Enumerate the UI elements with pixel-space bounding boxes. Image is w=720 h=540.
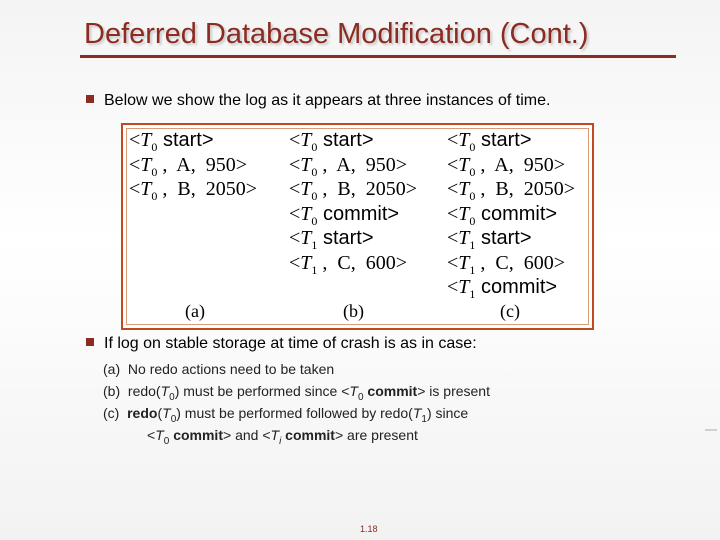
case-label: (b) xyxy=(103,383,121,399)
case-text: > and < xyxy=(223,427,271,443)
square-bullet-icon xyxy=(86,338,94,346)
log-record xyxy=(289,226,417,251)
title-underline xyxy=(80,55,676,58)
log-record-open: < xyxy=(129,129,141,151)
log-record-open: < xyxy=(289,178,301,200)
case-text: ) since xyxy=(426,405,469,421)
case-text: > are present xyxy=(334,427,418,443)
txn-sub: 0 xyxy=(357,391,364,403)
txn-var: T xyxy=(140,129,152,151)
log-record-open: < xyxy=(447,227,459,249)
case-text: ( xyxy=(157,405,163,421)
case-a xyxy=(103,358,490,380)
log-record xyxy=(447,153,575,178)
txn-sub: 1 xyxy=(311,262,318,277)
log-record-open: < xyxy=(289,153,301,176)
log-record xyxy=(289,128,417,153)
bullet-item-log-instances xyxy=(86,92,550,110)
case-bold: commit xyxy=(169,427,223,443)
txn-var: T xyxy=(300,227,312,249)
log-record-rest: , A, 950> xyxy=(475,153,566,176)
txn-sub: 1 xyxy=(469,287,476,301)
log-record-open: < xyxy=(447,178,459,200)
case-bold: commit xyxy=(281,427,335,443)
case-list xyxy=(103,358,490,446)
txn-var: T xyxy=(458,227,470,249)
log-record-rest: start> xyxy=(475,129,532,151)
log-record xyxy=(447,275,575,300)
txn-sub: 0 xyxy=(163,435,170,447)
log-record-open: < xyxy=(289,129,301,151)
square-bullet-icon xyxy=(86,95,94,103)
log-record-open: < xyxy=(447,202,459,225)
txn-var: T xyxy=(140,153,152,176)
txn-sub: 0 xyxy=(151,189,158,203)
log-record-rest: , B, 2050> xyxy=(317,178,418,200)
txn-sub: 0 xyxy=(311,189,318,203)
case-bold: commit xyxy=(363,383,418,399)
log-record-open: < xyxy=(289,202,301,225)
txn-var: T xyxy=(458,202,470,225)
log-record xyxy=(289,202,417,227)
txn-sub: 0 xyxy=(469,189,476,203)
log-record-open: < xyxy=(289,227,301,249)
txn-var: T xyxy=(300,202,312,225)
log-record-rest: , C, 600> xyxy=(475,251,566,274)
txn-var: T xyxy=(412,405,422,421)
log-record-rest: commit> xyxy=(475,276,558,298)
txn-var: T xyxy=(300,251,312,274)
txn-sub: 0 xyxy=(170,413,177,425)
log-record xyxy=(447,177,575,202)
txn-var: T xyxy=(349,383,358,399)
log-record-rest: commit> xyxy=(317,202,400,225)
bullet-text: Below we show the log as it appears at three instances of time. xyxy=(104,92,551,109)
log-record-open: < xyxy=(447,276,459,298)
log-record-rest: , A, 950> xyxy=(157,153,248,176)
case-text: redo( xyxy=(127,383,161,399)
log-record-open: < xyxy=(129,178,141,200)
log-record-open: < xyxy=(129,153,141,176)
case-text: ) must be performed followed by redo( xyxy=(176,405,413,421)
log-record xyxy=(447,202,575,227)
txn-sub: 1 xyxy=(311,238,318,252)
log-record-rest: commit> xyxy=(475,202,558,225)
txn-var: T xyxy=(458,129,470,151)
log-record-open: < xyxy=(289,251,301,274)
case-text: > is present xyxy=(417,383,490,399)
txn-sub: 0 xyxy=(311,164,318,179)
txn-var: T xyxy=(300,178,312,200)
log-record-rest: , A, 950> xyxy=(317,153,408,176)
txn-var: T xyxy=(300,129,312,151)
log-column-caption: (a) xyxy=(185,301,205,321)
txn-var: T xyxy=(155,427,164,443)
log-record xyxy=(447,226,575,251)
case-bold: redo xyxy=(127,405,158,421)
txn-sub: 0 xyxy=(151,140,158,154)
log-record xyxy=(289,177,417,202)
txn-var: T xyxy=(162,405,171,421)
edge-mark xyxy=(705,429,717,431)
txn-var: T xyxy=(140,178,152,200)
case-c xyxy=(103,402,490,424)
log-column-3 xyxy=(447,128,575,300)
log-column-caption: (b) xyxy=(343,301,364,321)
log-record-rest: , C, 600> xyxy=(317,251,408,274)
log-figure xyxy=(121,123,594,330)
txn-var: T xyxy=(458,251,470,274)
txn-var: T xyxy=(300,153,312,176)
txn-sub: 0 xyxy=(469,213,476,228)
log-column-caption: (c) xyxy=(500,301,520,321)
log-record-open: < xyxy=(447,129,459,151)
case-text: No redo actions need to be taken xyxy=(127,361,335,377)
txn-sub: 0 xyxy=(311,213,318,228)
txn-sub: 1 xyxy=(469,262,476,277)
log-record xyxy=(129,153,257,178)
txn-var: T xyxy=(270,427,280,443)
log-column-2 xyxy=(289,128,417,275)
txn-var: T xyxy=(458,276,470,298)
log-record-rest: , B, 2050> xyxy=(157,178,258,200)
log-record-rest: start> xyxy=(475,227,532,249)
log-record-open: < xyxy=(447,153,459,176)
txn-var: T xyxy=(160,383,170,399)
log-record-open: < xyxy=(447,251,459,274)
log-record xyxy=(447,128,575,153)
log-record xyxy=(129,128,257,153)
case-label: (c) xyxy=(103,405,120,421)
log-record xyxy=(447,251,575,276)
txn-sub: 0 xyxy=(469,140,476,154)
txn-sub: 0 xyxy=(469,164,476,179)
case-c-continued xyxy=(103,424,490,446)
log-record-rest: start> xyxy=(157,129,214,151)
txn-sub: 0 xyxy=(151,164,158,179)
case-label: (a) xyxy=(103,361,121,377)
case-b xyxy=(103,380,490,402)
txn-var: T xyxy=(458,153,470,176)
txn-sub: 0 xyxy=(169,391,175,403)
log-record xyxy=(289,153,417,178)
txn-sub: 0 xyxy=(311,140,318,154)
log-record xyxy=(289,251,417,276)
log-column-1 xyxy=(129,128,257,202)
case-text: ) must be performed since < xyxy=(174,383,350,399)
log-record-rest: start> xyxy=(317,227,374,249)
bullet-text: If log on stable storage at time of crash is as in case: xyxy=(104,335,477,352)
slide-title: Deferred Database Modification (Cont.) xyxy=(84,18,589,50)
case-text: < xyxy=(147,427,156,443)
txn-sub: i xyxy=(279,435,282,447)
bullet-item-crash-cases xyxy=(86,335,477,353)
page-number: 1.18 xyxy=(360,524,378,534)
txn-sub: 1 xyxy=(421,413,427,425)
log-record xyxy=(129,177,257,202)
txn-var: T xyxy=(458,178,470,200)
txn-sub: 1 xyxy=(469,238,476,252)
log-record-rest: start> xyxy=(317,129,374,151)
log-record-rest: , B, 2050> xyxy=(475,178,576,200)
